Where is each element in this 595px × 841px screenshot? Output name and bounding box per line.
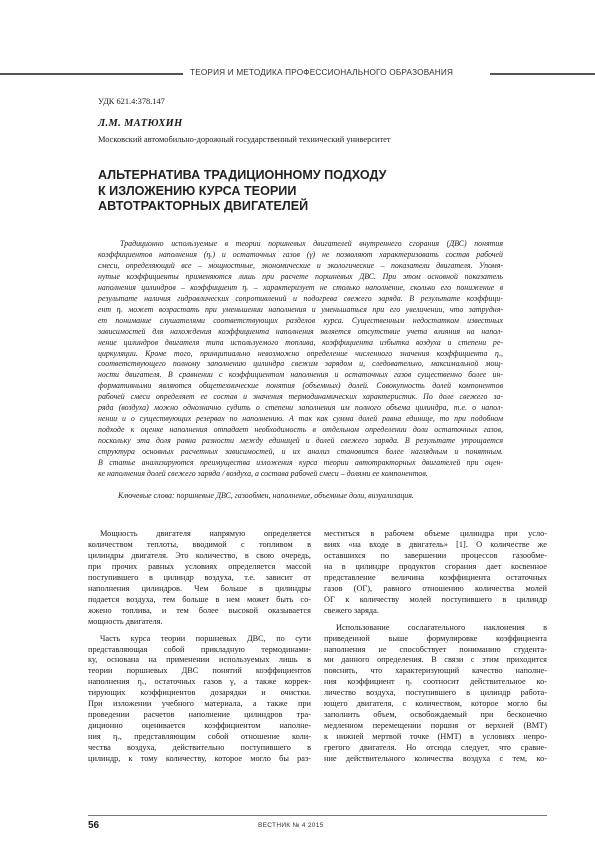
abstract-line: ет понимание слушателями соответствующих разделов курса. Существенным недостатком известных: [98, 315, 503, 325]
keywords: Ключевые слова: поршневые ДВС, газообмен, наполнение, объемные доли, визуализация.: [118, 491, 414, 500]
body-line: виях «на входе в двигатель» [1]. О количестве же: [324, 539, 547, 549]
abstract-line: циркуляции. Кроме того, принципиально невозможно определение численного значения коэффициента ηᵥ,: [98, 348, 503, 358]
body-line: к нижней мертвой точке (НМТ) в условиях непро-: [324, 732, 547, 742]
header-rule-left: [0, 73, 183, 75]
body-line: жжено топлива, и тем более высокой оказывается: [88, 605, 311, 615]
body-line: ми данного определения. В связи с этим приходится: [324, 655, 547, 665]
abstract-line: подходе к оценке наполнения отпадает необходимость в отдельном определении доли остаточных газов,: [98, 425, 503, 435]
body-line: тирующих коэффициентов дозарядки и очистки.: [88, 688, 311, 698]
body-line: личество воздуха, поступившего в цилиндр работа-: [324, 688, 547, 698]
body-line: При изложении учебного материала, а также при: [88, 699, 311, 709]
body-line: чества воздуха, действительно поступившего в: [88, 743, 311, 753]
udc-code: УДК 621.4:378.147: [98, 97, 165, 106]
body-line: наполнения ηᵥ, остаточных газов γ, а также коррек-: [88, 677, 311, 687]
body-line: поступившего в цилиндр воздуха, т.е. зависит от: [88, 572, 311, 582]
header-rule-right: [490, 73, 595, 75]
body-line: ния ηᵥ, представляющим собой отношение коли-: [88, 732, 311, 742]
abstract-line: результате наличия гидравлических сопротивлений и подогрева свежего заряда. В результате коэффици-: [98, 293, 503, 303]
body-line: наполнения не способствует пониманию студента-: [324, 644, 547, 654]
body-line: ние действительного количества воздуха с тем, ко-: [324, 754, 547, 764]
abstract-line: коэффициентов наполнения (ηᵥ) и остаточных газов (γ) не позволяют характеризовать состав рабочей: [98, 249, 503, 259]
body-line: ОГ к количеству молей поступившего в цилиндр: [324, 594, 547, 604]
title-line: АВТОТРАКТОРНЫХ ДВИГАТЕЛЕЙ: [98, 199, 309, 213]
body-line: количеством теплоты, вводимой с топливом в: [88, 539, 311, 549]
abstract-line: нение цилиндров двигателя типа используемого топлива, коэффициента избытка воздуха и степени ре-: [98, 337, 503, 347]
abstract-line: В статье анализируются преимущества изложения курса теории автотракторных двигателей при оцен-: [98, 458, 503, 468]
body-line: представление величина коэффициента остаточных: [324, 572, 547, 582]
author-name: Л.М. МАТЮХИН: [98, 118, 183, 129]
body-line: пояснять, что характеризующий качество наполне-: [324, 666, 547, 676]
footer-rule: [88, 815, 547, 816]
abstract-line: нутые коэффициенты применяются лишь при расчете поршневых ДВС. При этом основной показатель: [98, 271, 503, 281]
abstract-line: соответствующего полному заполнению цилиндра свежим зарядом и, следовательно, максимальной мощ-: [98, 359, 503, 369]
abstract-line: Традиционно используемые в теории поршневых двигателей внутреннего сгорания (ДВС) понятия: [120, 239, 503, 248]
body-line: проведении расчетов наполнение цилиндров тра-: [88, 710, 311, 720]
body-line: теории поршневых ДВС понятий коэффициентов: [88, 666, 311, 676]
body-line: газов (ОГ), равного отношению количества молей: [324, 583, 547, 593]
body-line: представляющая собой прикладную термодинами-: [88, 644, 311, 654]
body-line: оставшихся по завершении процессов газообме-: [324, 550, 547, 560]
body-line: заполнить объем, освобождаемый при бесконечно: [324, 710, 547, 720]
abstract: [98, 239, 503, 480]
abstract-line: ности двигателя. В сравнении с коэффициентом наполнения и остаточных газов существенно более ин-: [98, 370, 503, 380]
body-line: диционно оценивается коэффициентом наполне-: [88, 721, 311, 731]
section-title: ТЕОРИЯ И МЕТОДИКА ПРОФЕССИОНАЛЬНОГО ОБРАЗОВАНИЯ: [190, 68, 454, 77]
body-line: мощность двигателя.: [88, 616, 163, 626]
abstract-line: ке наполнения долей свежего заряда / воздуха, а состава рабочей смеси – долями ее компонентов.: [98, 469, 428, 479]
title-line: АЛЬТЕРНАТИВА ТРАДИЦИОННОМУ ПОДХОДУ: [98, 168, 387, 182]
body-line: при прочих равных условиях определяется массой: [88, 561, 311, 571]
abstract-line: наполнения цилиндров – коэффициент ηᵥ – характеризует не столько наполнение, сколько его понижение в: [98, 282, 503, 292]
abstract-line: поскольку эта доля равна разности между единицей и долей свежего заряда. В результате упрощается: [98, 436, 503, 446]
abstract-line: рабочей смеси определяет ее состав и значения термодинамических характеристик. По доле свежего за-: [98, 392, 503, 402]
body-line: на в цилиндре продуктов сгорания дает косвенное: [324, 561, 547, 571]
body-line: Мощность двигателя напрямую определяется: [100, 529, 311, 538]
body-column-left: [88, 529, 311, 765]
body-line: подается воздуха, тем больше в нем может быть со-: [88, 594, 311, 604]
body-line: медленном перемещении поршня от верхней (ВМТ): [324, 721, 547, 731]
title-line: К ИЗЛОЖЕНИЮ КУРСА ТЕОРИИ: [98, 183, 297, 198]
body-line: наполнения цилиндров. Чем больше в цилиндры: [88, 583, 311, 593]
body-line: цилиндр, к тому количеству, которое могло бы раз-: [88, 754, 311, 764]
body-line: Использование сослагательного наклонения в: [336, 622, 547, 632]
abstract-line: нении и о существующих резервах по наполнению. А так как сумма долей равна единице, то при подобном: [98, 414, 503, 424]
body-line: приведенной выше формулировке коэффициента: [324, 633, 547, 643]
abstract-line: структура основных расчетных зависимостей, и их анализ становится более наглядным и понятным.: [98, 447, 503, 457]
body-line: Часть курса теории поршневых ДВС, по сути: [100, 633, 311, 643]
author-affiliation: Московский автомобильно-дорожный государственный технический университет: [98, 135, 391, 144]
body-line: ку, основана на применении используемых лишь в: [88, 655, 311, 665]
body-line: грегого двигателя. Но отсюда следует, что сравне-: [324, 743, 547, 753]
body-line: цилиндры двигателя. Это количество, в свою очередь,: [88, 550, 311, 560]
page-number: 56: [88, 820, 100, 831]
body-column-right: [324, 529, 547, 765]
abstract-line: смеси, определяющий все – мощностные, экономические и экологические – показатели двигателя. Упомя-: [98, 260, 503, 270]
abstract-line: формативными являются общетехнические понятия (объемных) долей. Совокупность долей компонентов: [98, 381, 503, 391]
abstract-line: ряда (воздуха) можно однозначно судить о степени заполнения им полного объема цилиндра, т.е. о напол-: [98, 403, 503, 413]
body-line: ния коэффициент ηᵥ соотносит действительное ко-: [324, 677, 547, 687]
article-title: [98, 168, 478, 215]
abstract-line: ент ηᵥ может возрастать при уменьшении наполнения и уменьшаться при его увеличении, что затрудня-: [98, 304, 503, 314]
body-line: ющего двигателя, с количеством, которое могло бы: [324, 699, 547, 709]
body-line: меститься в рабочем объеме цилиндра при усло-: [324, 529, 547, 538]
journal-issue: ВЕСТНИК № 4 2015: [258, 822, 324, 829]
body-line: свежего заряда.: [324, 605, 379, 615]
abstract-line: зависимостей для нахождения коэффициента наполнения является отсутствие учета влияния на напол-: [98, 326, 503, 336]
running-header: [0, 67, 595, 81]
